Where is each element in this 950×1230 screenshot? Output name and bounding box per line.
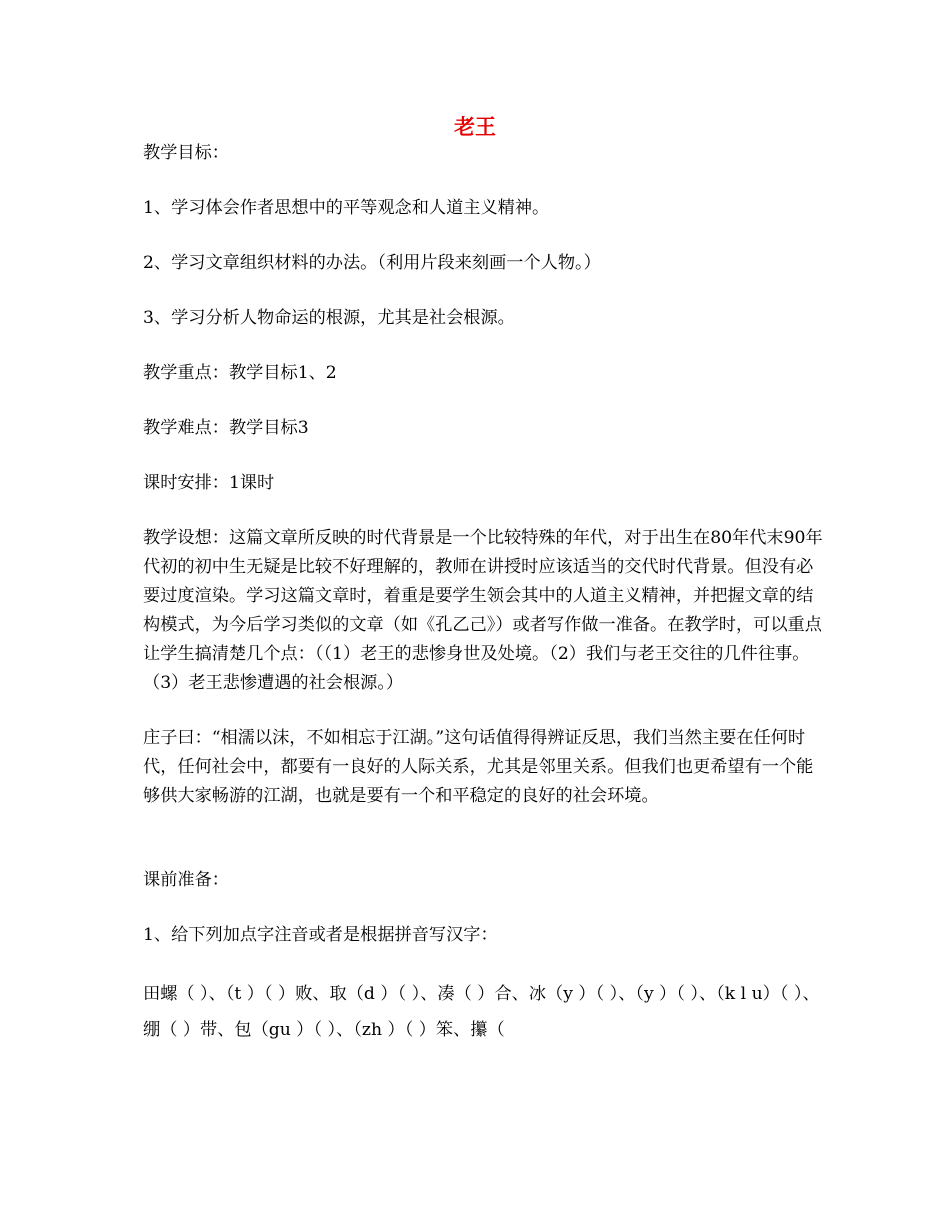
document-body bbox=[143, 139, 823, 1048]
goal-3: 3、学习分析人物命运的根源，尤其是社会根源。 bbox=[143, 308, 515, 328]
exercise-1-instruction: 1、给下列加点字注音或者是根据拼音写汉字： bbox=[143, 925, 498, 945]
goal-2: 2、学习文章组织材料的办法。（利用片段来刻画一个人物。） bbox=[143, 253, 601, 273]
class-schedule: 课时安排：1课时 bbox=[143, 473, 275, 493]
section-heading-preparation: 课前准备： bbox=[143, 870, 229, 890]
teaching-difficulty: 教学难点：教学目标3 bbox=[143, 418, 309, 438]
section-heading-goals: 教学目标： bbox=[143, 143, 229, 163]
exercise-1-items: 田螺（ ）、（t ）（ ）败、取（d ）（ ）、凑（ ）合、冰（y ）（ ）、（y ）（ ）、（k l u）（ ）、绷（ ）带、包（gu ）（ ）、（zh ）（ ）笨、攥（ bbox=[143, 984, 820, 1040]
teaching-plan: 教学设想：这篇文章所反映的时代背景是一个比较特殊的年代，对于出生在80年代末90年代初的初中生无疑是比较不好理解的，教师在讲授时应该适当的交代时代背景。但没有必要过度渲染。学习这篇文章时，着重是要学生领会其中的人道主义精神，并把握文章的结构模式，为今后学习类似的文章（如《孔乙己》）或者写作做一准备。在教学时，可以重点让学生搞清楚几个点：（（1）老王的悲惨身世及处境。（2）我们与老王交往的几件往事。（3）老王悲惨遭遇的社会根源。） bbox=[143, 528, 823, 693]
teaching-focus: 教学重点：教学目标1、2 bbox=[143, 363, 337, 383]
goal-1: 1、学习体会作者思想中的平等观念和人道主义精神。 bbox=[143, 198, 550, 218]
document-title: 老王 bbox=[454, 115, 496, 139]
zhuangzi-quote: 庄子曰：“相濡以沫，不如相忘于江湖。”这句话值得得辨证反思，我们当然主要在任何时代，任何社会中，都要有一良好的人际关系，尤其是邻里关系。但我们也更希望有一个能够供大家畅游的江湖，也就是要有一个和平稳定的良好的社会环境。 bbox=[143, 728, 814, 806]
